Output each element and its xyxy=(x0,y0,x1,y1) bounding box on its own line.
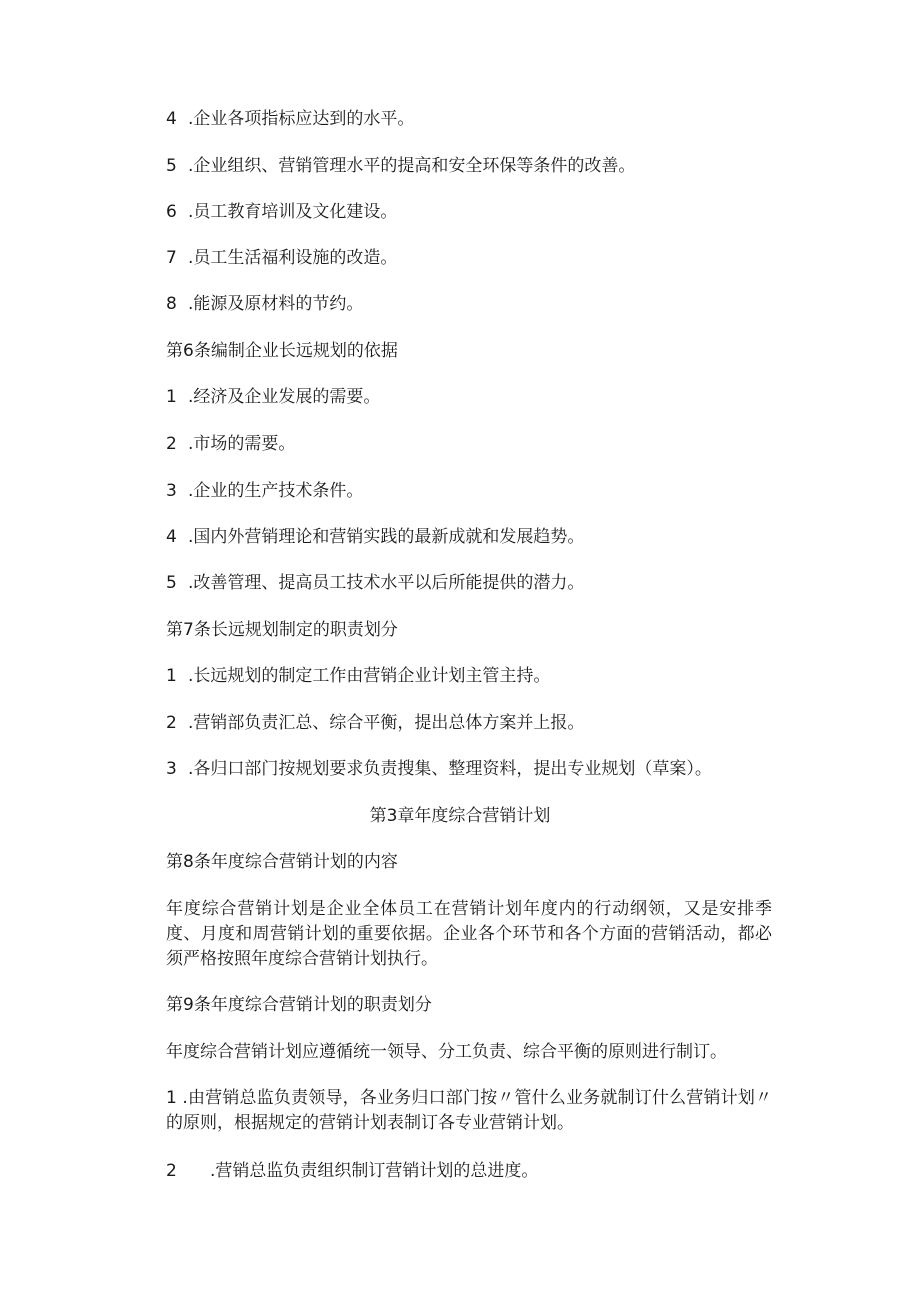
list-item xyxy=(166,712,584,734)
item-text: .企业组织、营销管理水平的提高和安全环保等条件的改善。 xyxy=(188,156,636,176)
list-item xyxy=(166,108,414,130)
item-number: 4 xyxy=(166,527,177,547)
item-text: .能源及原材料的节约。 xyxy=(188,294,364,314)
list-item xyxy=(166,433,295,455)
item-text: .营销总监负责组织制订营销计划的总进度。 xyxy=(210,1161,539,1181)
article-8-heading: 第8条年度综合营销计划的内容 xyxy=(166,852,398,872)
list-item xyxy=(166,247,397,269)
item-number: 7 xyxy=(166,248,177,268)
list-item xyxy=(166,155,635,177)
item-text: .企业的生产技术条件。 xyxy=(188,481,364,501)
article-9-intro: 年度综合营销计划应遵循统一领导、分工负责、综合平衡的原则进行制订。 xyxy=(166,1042,727,1062)
item-text: .长远规划的制定工作由营销企业计划主管主持。 xyxy=(188,666,551,686)
list-item xyxy=(166,1160,538,1182)
chapter-3-title: 第3章年度综合营销计划 xyxy=(369,806,551,826)
item-text: .经济及企业发展的需要。 xyxy=(188,387,381,407)
item-number: 8 xyxy=(166,294,177,314)
article-7-heading: 第7条长远规划制定的职责划分 xyxy=(166,620,398,640)
item-text: .员工教育培训及文化建设。 xyxy=(188,202,398,222)
item-text: .各归口部门按规划要求负责搜集、整理资料，提出专业规划（草案）。 xyxy=(188,759,712,779)
list-item xyxy=(166,665,550,687)
item-text: .市场的需要。 xyxy=(188,434,296,454)
list-item xyxy=(166,758,712,780)
item-number: 2 xyxy=(166,713,177,733)
item-number: 2 xyxy=(166,434,177,454)
article-8-body: 年度综合营销计划是企业全体员工在营销计划年度内的行动纲领，又是安排季度、月度和周营销计划的重要依据。企业各个环节和各个方面的营销活动，都必须严格按照年度综合营销计划执行。 xyxy=(166,899,772,969)
item-text: .国内外营销理论和营销实践的最新成就和发展趋势。 xyxy=(188,527,585,547)
list-item xyxy=(166,572,584,594)
list-item xyxy=(166,526,584,548)
item-number: 6 xyxy=(166,202,177,222)
article-9-item-1: 1 .由营销总监负责领导，各业务归口部门按〃管什么业务就制订什么营销计划〃的原则，根据规定的营销计划表制订各专业营销计划。 xyxy=(166,1088,772,1133)
item-text: .员工生活福利设施的改造。 xyxy=(188,248,398,268)
item-text: .营销部负责汇总、综合平衡，提出总体方案并上报。 xyxy=(188,713,585,733)
article-9-heading: 第9条年度综合营销计划的职责划分 xyxy=(166,995,432,1015)
item-number: 5 xyxy=(166,573,177,593)
item-number: 2 xyxy=(166,1161,177,1181)
list-item xyxy=(166,201,397,223)
item-number: 3 xyxy=(166,481,177,501)
item-number: 1 xyxy=(166,387,177,407)
list-item xyxy=(166,386,380,408)
item-number: 5 xyxy=(166,156,177,176)
item-text: .企业各项指标应达到的水平。 xyxy=(188,109,415,129)
item-number: 1 xyxy=(166,666,177,686)
list-item xyxy=(166,293,363,315)
list-item xyxy=(166,480,363,502)
item-number: 3 xyxy=(166,759,177,779)
item-text: .改善管理、提高员工技术水平以后所能提供的潜力。 xyxy=(188,573,585,593)
item-number: 4 xyxy=(166,109,177,129)
article-6-heading: 第6条编制企业长远规划的依据 xyxy=(166,341,398,361)
